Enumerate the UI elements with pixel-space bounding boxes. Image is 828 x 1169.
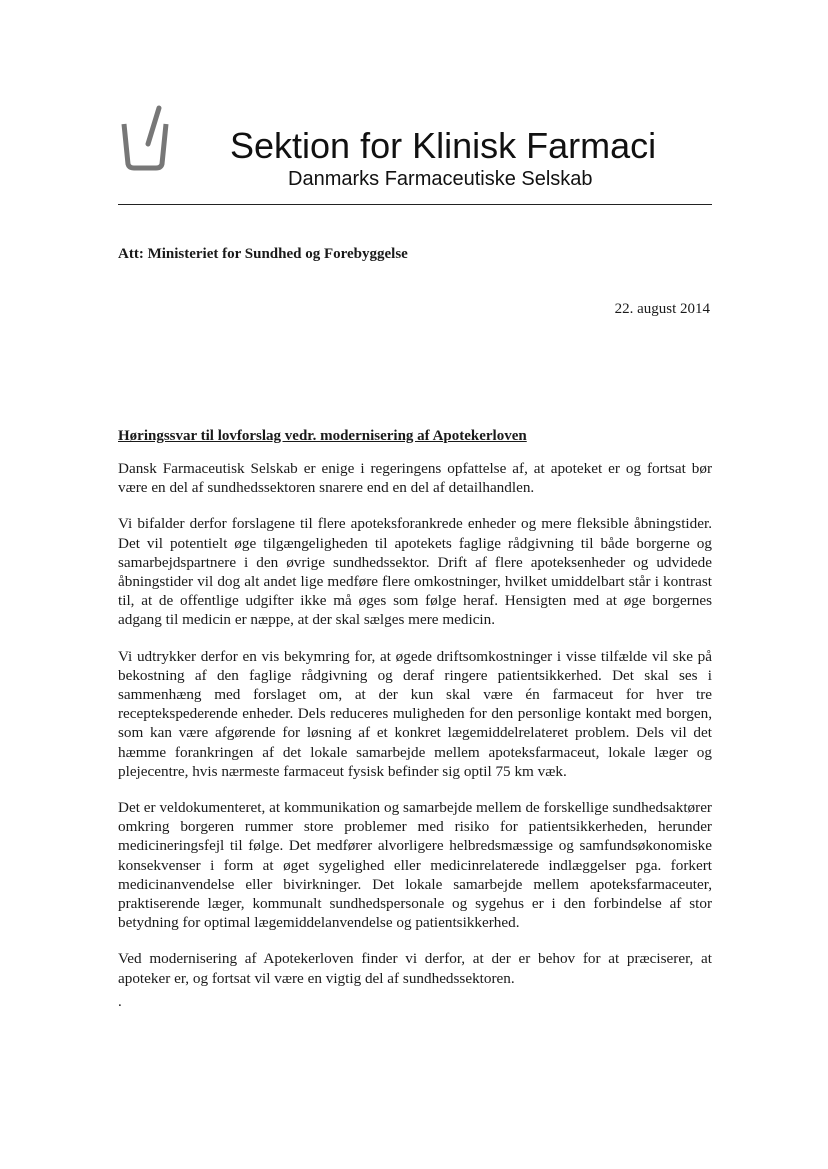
letter-body <box>118 459 712 1005</box>
body-paragraph: Ved modernisering af Apotekerloven finder vi derfor, at der er behov for at præciserer, at apoteker er, og fortsat vil være en vigtig del af sundhedssektoren. <box>118 950 712 987</box>
trailing-mark: . <box>118 994 122 1010</box>
body-paragraph: Dansk Farmaceutisk Selskab er enige i regeringens opfattelse af, at apoteket er og fortsat bør være en del af sundhedssektoren snarere end en del af detailhandlen. <box>118 460 712 497</box>
mortar-pestle-icon <box>118 100 178 172</box>
organization-title: Sektion for Klinisk Farmaci <box>230 125 657 166</box>
header-divider <box>118 204 712 205</box>
letter-subject: Høringssvar til lovforslag vedr. modernisering af Apotekerloven <box>118 428 527 444</box>
recipient-line: Att: Ministeriet for Sundhed og Forebyggelse <box>118 246 408 262</box>
body-paragraph: Vi bifalder derfor forslagene til flere apoteksforankrede enheder og mere fleksible åbningstider. Det vil potentielt øge tilgængeligheden til apotekets faglige rådgivning til både borgerne og samarbejdspartnere i den øvrige sundhedssektor. Drift af flere apoteksenheder og udvidede åbningstider vil dog alt andet lige medføre flere omkostninger, hvilket umiddelbart står i kontrast til, at de offentlige udgifter ikke må øges som følge heraf. Hensigten med at øge borgernes adgang til medicin er næppe, at der skal sælges mere medicin. <box>118 515 712 629</box>
letter-date: 22. august 2014 <box>614 301 710 317</box>
body-paragraph: Det er veldokumenteret, at kommunikation og samarbejde mellem de forskellige sundhedsaktører omkring borgeren rummer store problemer med risiko for patientsikkerheden, herunder medicineringsfejl til følge. Det medfører alvorligere helbredsmæssige og samfundsøkonomiske konsekvenser i form at øget sygelighed eller medicinrelaterede indlæggelser pga. forkert medicinanvendelse eller bivirkninger. Det lokale samarbejde mellem apoteksfarmaceuter, praktiserende læger, kommunalt sundhedspersonale og sygehus er i den forbindelse af stor betydning for optimal lægemiddelanvendelse og patientsikkerhed. <box>118 799 712 932</box>
body-paragraph: Vi udtrykker derfor en vis bekymring for, at øgede driftsomkostninger i visse tilfælde vil ske på bekostning af den faglige rådgivning og deraf ringere patientsikkerhed. Det skal ses i sammenhæng med forslaget om, at der kun skal være én farmaceut for hver tre receptekspederende enheder. Dels reduceres muligheden for den personlige kontakt med borgen, som kan være afgørende for løsning af et konkret lægemiddelrelateret problem. Dels vil det hæmme forankringen af det lokale samarbejde mellem apoteksfarmaceut, lokale læger og plejecentre, hvis nærmeste farmaceut fysisk befinder sig optil 75 km væk. <box>118 647 712 780</box>
organization-subtitle: Danmarks Farmaceutiske Selskab <box>288 168 593 190</box>
